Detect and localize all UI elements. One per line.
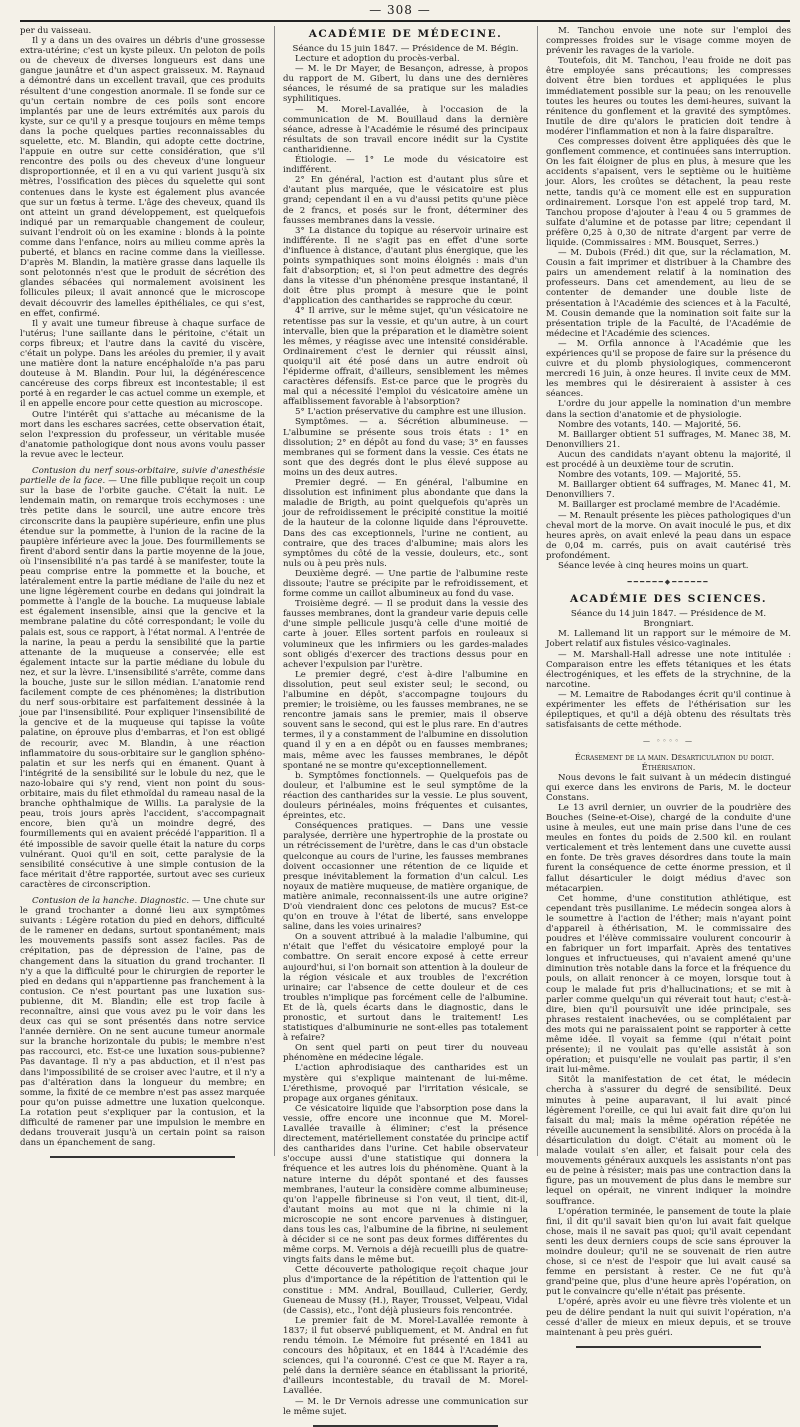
- paragraph: Nombre des votants, 140. — Majorité, 56.: [558, 419, 741, 430]
- paragraph: 2° En général, l'action est d'autant plus sûre et d'autant plus marquée, que le vésicatoire est plus grand; cependant il en a vu d'aussi petits qu'une pièce de 2 francs, et posés sur le front, déterminer des fausses membranes dans la vessie.: [283, 175, 528, 226]
- case-title-contusion-nerf: Contusion du nerf sous-orbitaire, suivie d'anesthésie partielle de la face.: [20, 466, 265, 487]
- paragraph: Cet homme, d'une constitution athlétique, est cependant très pusillanime. Le médecin songea alors à le soumettre à l'action de l'éther; mais n'ayant point d'appareil à éthérisation, M. le commissaire des poudres et l'élève commissaire voulurent concourir à en fabriquer un fort imparfait. Après des tentatives longues et infructueuses, qui n'avaient amené qu'une diminution très notable dans la force et la fréquence du pouls, on allait renoncer à ce moyen, lorsque tout à coup le malade fut pris d'hallucinations; et se mit à parler comme quelqu'un qui réverait tout haut; c'est-à-dire, bien qu'il poursuivît une idée principale, ses phrases restaient inachevées, ou se complétaient par des mots qui ne paraissaient point se rapporter à cette même idée. Il voyait sa femme (qui n'était point présente); il ne voulait pas qu'elle assistât à son opération; et puisqu'elle ne voulait pas partir, il s'en irait lui-même.: [546, 893, 791, 1076]
- paragraph: Le premier degré, c'est à-dire l'albumine en dissolution, peut seul exister seul; le second, ou l'albumine en dépôt, s'accompagne toujours du premier; le troisième, ou les fausses membranes, ne se rencontre jamais sans le premier, mais il observe souvent sans le second, qui est le plus rare. En d'autres termes, il y a constamment de l'albumine en dissolution quand il y en a en dépôt ou en fausses membranes; mais, même avec les fausses membranes, le dépôt spontané ne se montre qu'exceptionnellement.: [283, 669, 528, 771]
- section-title-academie-medecine: ACADÉMIE DE MÉDECINE.: [308, 28, 503, 40]
- paragraph: M. Lallemand lit un rapport sur le mémoire de M. Jobert relatif aux fistules vésico-vaginales.: [546, 629, 791, 650]
- case-text: — Une chute sur le grand trochanter a donné lieu aux symptômes suivants : Légère rotation du pied en dehors, difficulté de le ramener en dedans, surtout spontanément; mais les mouvements passifs sont assez faciles. Pas de crépitation, pas de dépression de l'aine, pas de changement dans la situation du grand trochanter. Il n'y a que la difficulté pour le chirurgien de reporter le pied en dedans qui n'appartienne pas franchement à la contusion. Ce n'est pourtant pas une luxation sus-pubienne, dit M. Blandin; elle est trop facile à reconnaître, ainsi que vous avez pu le voir dans les deux cas qui se sont présentés dans notre service l'année dernière. On ne sent aucune tumeur anormale sur la branche horizontale du pubis; le membre n'est pas raccourci, etc. Est-ce une luxation sous-pubienne? Pas davantage. Il n'y a pas abduction, et il n'est pas dans l'impossibilité de se croiser avec l'autre, et il n'y a pas d'altération dans la longueur du membre; en somme, la fixité de ce membre n'est pas assez marquée pour qu'on puisse admettre une luxation quelconque. La rotation peut s'expliquer par la contusion, et la difficulté de ramener par une impulsion le membre en dedans trouverait jusqu'à un certain point sa raison dans un épanchement de sang.: [20, 895, 265, 1149]
- paragraph: L'opéré, après avoir eu une fièvre très violente et un peu de délire pendant la nuit qui suivit l'opération, n'a cessé d'aller de mieux en mieux depuis, et se trouve maintenant à peu près guéri.: [546, 1297, 791, 1338]
- paragraph: Troisième degré. — Il se produit dans la vessie des fausses membranes, dont la grandeur varie depuis celle d'une simple pellicule jusqu'à celle d'une moitié de carte à jouer. Elles sortent parfois en rouleaux si volumineux que les infirmiers ou les gardes-malades sont obligés d'exercer des tractions dessus pour en achever l'expulsion par l'urètre.: [283, 599, 528, 670]
- column-right: [546, 26, 791, 1338]
- paragraph: 5° L'action préservative du camphre est une illusion.: [295, 407, 527, 418]
- paragraph: M. Tanchou envoie une note sur l'emploi des compresses froides sur le visage comme moyen de prévenir les ravages de la variole.: [546, 26, 791, 57]
- paragraph: On a souvent attribué à la maladie l'albumine, qui n'était que l'effet du vésicatoire employé pour la combattre. On serait encore exposé à cette erreur aujourd'hui, si l'on bornait son attention à la douleur de la région vésicale et aux troubles de l'excrétion urinaire; car l'absence de cette douleur et de ces troubles n'implique pas forcément celle de l'albumine. Et de là, quels écarts dans le diagnostic, dans le pronostic, et surtout dans le traitement! Les statistiques d'albuminurie ne sont-elles pas totalement à refaire?: [283, 932, 528, 1044]
- paragraph: M. Baillarger est proclamé membre de l'Académie.: [558, 500, 781, 511]
- paragraph: M. Baillarger obtient 64 suffrages, M. Manec 41, M. Denonvilliers 7.: [546, 480, 791, 501]
- column-divider: [537, 26, 538, 1156]
- paragraph: Nombre des votants, 109. — Majorité, 55.: [558, 470, 741, 481]
- paragraph: Toutefois, dit M. Tanchou, l'eau froide ne doit pas être employée sans précautions; les compresses doivent être bien tordues et appliquées le plus immédiatement possible sur la peau; on les renouvelle toutes les heures ou toutes les demi-heures, suivant la rénitence du gonflement et la gravité des symptômes. Inutile de dire qu'alors le praticien doit tendre à modérer l'inflammation et non à la faire disparaître.: [546, 56, 791, 137]
- paragraph: Lecture et adoption du procès-verbal.: [295, 54, 460, 65]
- paragraph: Symptômes. — a. Sécrétion albumineuse. — L'albumine se présente sous trois états : 1° en dissolution; 2° en dépôt au fond du vase; 3° en fausses membranes qui se forment dans la vessie. Ces états ne sont que des degrés dont le plus élevé suppose au moins un des deux autres.: [283, 417, 528, 478]
- ornament-divider: — ◦◦◦◦ —: [643, 737, 694, 746]
- paragraph: — M. le Dr Mayer, de Besançon, adresse, à propos du rapport de M. Gibert, lu dans une des dernières séances, le résumé de sa pratique sur les maladies syphilitiques.: [283, 64, 528, 105]
- paragraph: — M. Marshall-Hall adresse une note intitulée : Comparaison entre les effets tétaniques et les états électrogéniques, et les effets de la strychnine, de la narcotine.: [546, 649, 791, 690]
- paragraph: On sent quel parti on peut tirer du nouveau phénomène en médecine légale.: [283, 1043, 528, 1064]
- paragraph: — M. Morel-Lavallée, à l'occasion de la communication de M. Bouillaud dans la dernière séance, adresse à l'Académie le résumé des principaux résultats de son travail encore inédit sur la Cystite cantharidienne.: [283, 104, 528, 155]
- paragraph: Séance levée à cinq heures moins un quart.: [558, 560, 749, 571]
- column-middle: [283, 26, 528, 1417]
- paragraph: Outre l'intérêt qui s'attache au mécanisme de la mort dans les eschares sacrées, cette observation était, selon l'expression du professeur, un véritable musée d'anatomie pathologique dont nous avons voulu passer la revue avec le lecteur.: [20, 409, 265, 460]
- paragraph: Le 13 avril dernier, un ouvrier de la poudrière des Bouches (Seine-et-Oise), chargé de la conduite d'une usine à meules, eut une main prise dans l'une de ces meules en fontes du poids de 2.500 kil. en roulant verticalement et très lentement dans une cuvette aussi en fonte. De très graves désordres dans toute la main furent la conséquence de cette énorme pression, et il fallut désarticuler le doigt médius d'avec son métacarpien.: [546, 802, 791, 894]
- paragraph: [20, 896, 265, 1148]
- paragraph: L'action aphrodisiaque des cantharides est un mystère qui s'explique maintenant de lui-même. L'érethisme, provoqué par l'irritation vésicale, se propage aux organes génitaux.: [283, 1063, 528, 1104]
- session-line: Séance du 14 juin 1847. — Présidence de M. Brongniart.: [570, 609, 767, 630]
- paragraph: Sitôt la manifestation de cet état, le médecin chercha à s'assurer du degré de sensibilité. Deux minutes à peine auparavant, il lui avait pincé légèrement l'oreille, ce qui lui avait fait dire qu'on lui faisait du mal; mais la même opération répétée ne réveille aucunement la sensibilité. Alors on procéda à la désarticulation du doigt. C'était au moment où le malade voulait s'en aller, et faisait pour cela des mouvements généraux auxquels les assistants n'ont pas eu de peine à résister; mais pas une contraction dans la figure, pas un mouvement de plus dans le membre sur lequel on opérait, ne vinrent indiquer la moindre souffrance.: [546, 1075, 791, 1207]
- case-title-contusion-hanche: Contusion de la hanche. Diagnostic.: [32, 895, 190, 906]
- paragraph: Ces compresses doivent être appliquées dès que le gonflement commence, et continuées sans interruption. On les fait éloigner de plus en plus, à mesure que les accidents s'apaisent, vers le septième ou le huitième jour. Alors, les croûtes se détachent, la peau reste nette, tandis qu'à ce moment elle est en suppuration ordinairement. Lorsque l'on est appelé trop tard, M. Tanchou propose d'ajouter à l'eau 4 ou 5 grammes de sulfate d'alumine et de potasse par litre; cependant il préfère 0,25 à 0,30 de nitrate d'argent par verre de liquide. (Commissaires : MM. Bousquet, Serres.): [546, 137, 791, 248]
- paragraph: Le premier fait de M. Morel-Lavallée remonte à 1837; il fut observé publiquement, et M. Andral en fut rendu témoin. Le Mémoire fut présenté en 1841 au concours des hôpitaux, et en 1844 à l'Académie des sciences, qui l'a couronné. C'est ce que M. Rayer a ra, pelé dans la dernière séance en établissant la priorité, d'ailleurs incontestable, du travail de M. Morel-Lavallée.: [283, 1315, 528, 1397]
- paragraph: Nous devons le fait suivant à un médecin distingué qui exerce dans les environs de Paris, M. le docteur Constans.: [546, 772, 791, 803]
- paragraph: — M. Renault présente les pièces pathologiques d'un cheval mort de la morve. On avait inoculé le pus, et dix heures après, on avait enlevé la peau dans un espace de 0,04 m. carrés, puis on avait cautérisé très profondément.: [546, 510, 791, 561]
- paragraph: — M. Dubois (Fréd.) dit que, sur la réclamation, M. Cousin a fait imprimer et distribuer à la Chambre des pairs un amendement relatif à la nomination des professeurs. Dans cet amendement, au lieu de se contenter de demander une double liste de présentation à l'Académie des sciences et à la Faculté, M. Cousin demande que la nomination soit faite sur la présentation triple de la Faculté, de l'Académie de médecine et l'Académie des sciences.: [546, 248, 791, 339]
- paragraph: 3° La distance du topique au réservoir urinaire est indifférente. Il ne s'agit pas en effet d'une sorte d'influence à distance, d'autant plus énergique, que les points sympathiques sont moins éloignés : mais d'un fait d'absorption; et, si l'on peut admettre des degrés dans la vitesse d'un phénomène presque instantané, il doit être plus prompt à mesure que le point d'application des cantharides se rapproche du cœur.: [283, 225, 528, 307]
- paragraph: — M. Orfila annonce à l'Académie que les expériences qu'il se propose de faire sur la présence du cuivre et du plomb physiologiques, commenceront mercredi 16 juin, à onze heures. Il invite ceux de MM. les membres qui le désireraient à assister à ces séances.: [546, 338, 791, 400]
- column-divider: [274, 26, 275, 1156]
- paragraph: — M. Lemaitre de Rabodanges écrit qu'il continue à expérimenter les effets de l'éthérisation sur les épileptiques, et qu'il a déjà obtenu des résultats très satisfaisants de cette méthode.: [546, 689, 791, 731]
- paragraph: [20, 466, 265, 890]
- paragraph: Étiologie. — 1° Le mode du vésicatoire est indifférent.: [283, 155, 528, 176]
- header-rule: [20, 20, 790, 22]
- paragraph: Conséquences pratiques. — Dans une vessie paralysée, derrière une hypertrophie de la prostate ou un rétrécissement de l'urètre, dans le cas d'un obstacle quelconque au cours de l'urine, les fausses membranes doivent occasionner une rétention de ce liquide et presque inévitablement la formation d'un calcul. Les noyaux de matière muqueuse, de matière organique, de matière animale, reconnaissent-ils une autre origine? D'où viendraient donc ces pelotons de mucus? Est-ce qu'on en trouve à l'état de liberté, sans enveloppe saline, dans les voies urinaires?: [283, 821, 528, 933]
- paragraph: Aucun des candidats n'ayant obtenu la majorité, il est procédé à un deuxième tour de scrutin.: [546, 449, 791, 471]
- case-text: — Une fille publique reçoit un coup sur la base de l'orbite gauche. C'était la nuit. Le lendemain matin, on remarque trois ecchymoses : une très petite dans le sourcil, une autre encore très circonscrite dans la paupière supérieure, enfin une plus étendue sur la pommette, à l'union de la racine de la paupière inférieure avec la joue. Des fourmillements se firent d'abord sentir dans la partie moyenne de la joue, où l'insensibilité n'a pas tardé à se manifester, toute la peau comprise entre la pommette et la bouche, et latéralement entre la partie médiane de l'aile du nez et une ligne légèrement courbe en dedans qui joindrait la pommette à l'angle de la bouche. La muqueuse labiale est également insensible, ainsi que la gencive et la membrane palatine du côté correspondant; le voile du palais est, sous ce rapport, à l'état normal. A l'entrée de la narine, la peau a perdu la sensibilité que la partie attenante de la muqueuse a conservée; elle est également intacte sur la partie médiane du lobule du nez, et sur la lèvre. L'insensibilité s'arrête, comme dans la bouche, juste sur le sillon médian. L'anatomie rend facilement compte de ces phénomènes; la distribution du nerf sous-orbitaire est parfaitement dessinée à la joue par l'insensibilité. Pour expliquer l'insensibilité de la gencive et de la muqueuse qui tapisse la voûte palatine, on éprouve plus d'embarras, et l'on est obligé de recourir, avec M. Blandin, à une réaction inflammatoire du sous-orbitaire sur le ganglion sphéno-palatin et sur les nerfs qui en émanent. Quant à l'intégrité de la sensibilité sur le lobule du nez, que le nazo-lobaire qui s'y rend, vient non point du sous-orbitaire, mais du filet ethmoïdal du rameau nasal de la branche ophthalmique de Willis. La paralysie de la peau, trois jours après l'accident, s'accompagnait encore, bien qu'à un moindre degré, des fourmillements qui en avaient précédé l'apparition. Il a été impossible de savoir quelle était la nature du corps vulnérant. Quoi qu'il en soit, cette paralysie de la sensibilité consécutive à une simple contusion de la face méritait d'être rapportée, surtout avec ses curieux caractères de circonscription.: [20, 476, 265, 890]
- ornament-divider: ━━━━━━◆━━━━━━: [627, 578, 710, 587]
- paragraph: L'ordre du jour appelle la nomination d'un membre dans la section d'anatomie et de physiologie.: [546, 399, 791, 420]
- article-title-ecrasement: Écrasement de la main. Désarticulation du doigt. Éthérisation.: [574, 752, 775, 773]
- paragraph: M. Baillarger obtient 51 suffrages, M. Manec 38, M. Denonvilliers 21.: [546, 429, 791, 450]
- paragraph: 4° Il arrive, sur le même sujet, qu'un vésicatoire ne retentisse pas sur la vessie, et qu'un autre, à un court intervalle, bien que la préparation et le diamètre soient les mêmes, y réagisse avec une intensité considérable. Ordinairement c'est le dernier qui réussit ainsi, quoiqu'il ait été posé dans un autre endroit où l'épiderme offrait, d'ailleurs, sensiblement les mêmes caractères défensifs. Est-ce parce que le progrès du mal qui a nécessité l'emploi du vésicatoire amène un affaiblissement favorable à l'absorption?: [283, 306, 528, 408]
- session-line: Séance du 15 juin 1847. — Présidence de M. Bégin.: [292, 44, 519, 54]
- paragraph: per du vaisseau.: [20, 26, 92, 36]
- page-number: — 308 —: [369, 3, 431, 17]
- end-rule: [313, 1425, 498, 1427]
- paragraph: Ce vésicatoire liquide que l'absorption pose dans la vessie, offre encore une inconnue que M. Morel-Lavallée travaille à éliminer; c'est la présence directement, matériellement constatée du principe actif des cantharides dans l'urine. Cet habile observateur s'occupe aussi d'une statistique qui donnera la fréquence et les autres lois du phénomène. Quant à la nature interne du dépôt spontané et des fausses membranes, l'auteur la considère comme albumineuse; qu'on l'appelle fibrineuse si l'on veut, il tient, dit-il, d'autant moins au mot que ni la chimie ni la microscopie ne sont encore parvenues à distinguer, dans tous les cas, l'albumine de la fibrine, ni seulement à décider si ce ne sont pas deux formes différentes du même corps. M. Vernois a déjà recueilli plus de quatre-vingts faits dans le même but.: [283, 1103, 528, 1266]
- paragraph: b. Symptômes fonctionnels. — Quelquefois pas de douleur, et l'albumine est le seul symptôme de la réaction des cantharides sur la vessie. Le plus souvent, douleurs périnéales, moins fréquentes et cuisantes, épreintes, etc.: [283, 770, 528, 822]
- paragraph: Cette découverte pathologique reçoit chaque jour plus d'importance de la répétition de l'attention qui le constitue : MM. Andral, Bouillaud, Cullerier, Gerdy, Gueneau de Mussy (H.), Rayer, Trousset, Velpeau, Vidal (de Cassis), etc., l'ont déjà plusieurs fois rencontrée.: [283, 1265, 528, 1316]
- paragraph: Il y avait une tumeur fibreuse à chaque surface de l'utérus; l'une saillante dans le péritoine, c'était un corps fibreux; et l'autre dans la cavité du viscère, c'était un polype. Dans les aréoles du premier, il y avait une matière dont la nature encéphaloïde n'a pas paru douteuse à M. Blandin. Pour lui, la dégénérescence cancéreuse des corps fibreux est incontestable; il est porté à en regarder le cas actuel comme un exemple, et il en appelle encore pour cette question au microscope.: [20, 318, 265, 410]
- end-rule: [50, 1156, 235, 1158]
- paragraph: — M. le Dr Vernois adresse une communication sur le même sujet.: [283, 1396, 528, 1417]
- paragraph: Il y a dans un des ovaires un débris d'une grossesse extra-utérine; c'est un kyste pileux. Un peloton de poils ou de cheveux de diverses longueurs est dans une gangue jaunâtre et d'un aspect graisseux. M. Raynaud a démontré dans un excellent travail, que ces produits résultent d'une congestion anormale. Il se fonde sur ce qu'un certain nombre de ces poils sont encore implantés par une de leurs extrémités aux parois du kyste, sur ce qu'il y a presque toujours en même temps dans la poche quelques parties reconnaissables du squelette, etc. M. Blandin, qui adopte cette doctrine, l'appuie en outre sur cette considération, que s'il rencontre des poils ou des cheveux d'une longueur disproportionnée, et il en a vu qui varient jusqu'à six mètres, l'ossification des pièces du squelette qui sont contenues dans le kyste est également plus avancée que sur un fœtus à terme. L'âge des cheveux, quand ils ont atteint un grand développement, est quelquefois indiqué par un remarquable changement de couleur, suivant l'endroit où on les examine : blonds à la pointe comme dans l'enfance, noirs au milieu comme après la puberté, et blancs en racine comme dans la vieillesse. D'après M. Blandin, la matière grasse dans laquelle ils sont pelotonnés n'est que le produit de sécrétion des glandes sébacées qui normalement avoisinent les follicules pileux; il avait annoncé que le microscope devait découvrir des lamelles épithéliales, ce qui s'est, en effet, confirmé.: [20, 36, 265, 319]
- paragraph: Deuxième degré. — Une partie de l'albumine reste dissoute; l'autre se précipite par le refroidissement, et forme comme un caillot albumineux au fond du vase.: [283, 568, 528, 600]
- paragraph: L'opération terminée, le pansement de toute la plaie fini, il dit qu'il savait bien qu'on lui avait fait quelque chose, mais il ne savait pas quoi; qu'il avait cependant senti les deux derniers coups de scie sans éprouver la moindre douleur; qu'il ne se souvenait de rien autre chose, si ce n'est de l'espoir que lui avait causé sa femme en persistant à rester. Ce ne fut qu'à grand'peine que, plus d'une heure après l'opération, on put le convaincre qu'elle n'était pas présente.: [546, 1206, 791, 1298]
- column-left: [20, 26, 265, 1158]
- end-rule: [576, 1346, 761, 1348]
- section-title-academie-sciences: ACADÉMIE DES SCIENCES.: [570, 593, 767, 606]
- paragraph: Premier degré. — En général, l'albumine en dissolution est infiniment plus abondante que dans la maladie de Brigth, au point quelquefois qu'après un jour de refroidissement le précipité constitue la moitié de la hauteur de la colonne liquide dans l'éprouvette. Dans des cas exceptionnels, l'urine ne contient, au contraire, que des traces d'albumine; mais alors les symptômes du côté de la vessie, douleurs, etc., sont nuls ou à peu près nuls.: [283, 478, 528, 569]
